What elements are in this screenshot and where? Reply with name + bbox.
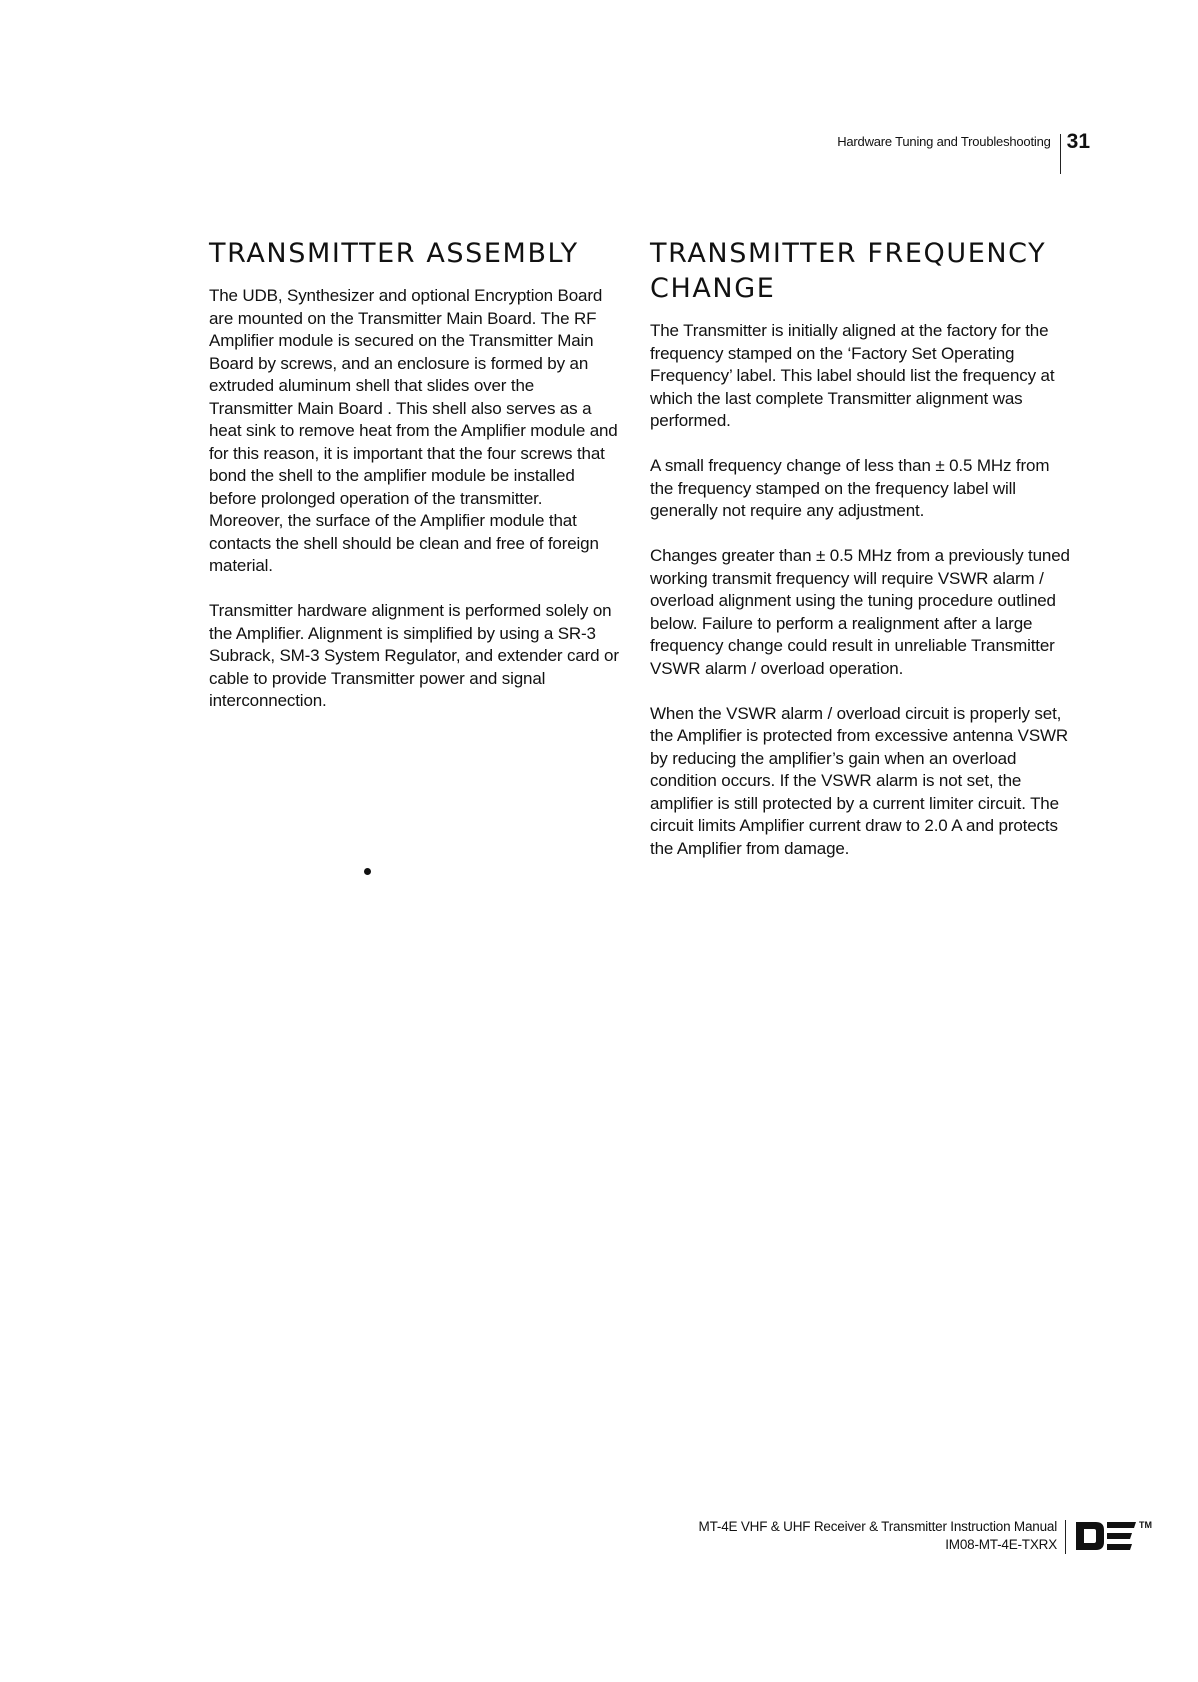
heading-line-2: CHANGE <box>650 273 776 304</box>
de-logo-icon <box>1074 1520 1138 1552</box>
right-column <box>650 236 1070 883</box>
page-number: 31 <box>1066 130 1090 153</box>
manual-title: MT-4E VHF & UHF Receiver & Transmitter Instruction Manual <box>698 1519 1057 1534</box>
trademark-symbol: TM <box>1139 1520 1152 1530</box>
document-code: IM08-MT-4E-TXRX <box>945 1537 1057 1552</box>
assembly-paragraph-1: The UDB, Synthesizer and optional Encryption Board are mounted on the Transmitter Main Board. The RF Amplifier module is secured on the Transmitter Main Board by screws, and an enclosure is formed by an extruded aluminum shell that slides over the Transmitter Main Board . This shell also serves as a heat sink to remove heat from the Amplifier module and for this reason, it is important that the four screws that bond the shell to the amplifier module be installed before prolonged operation of the transmitter. Moreover, the surface of the Amplifier module that contacts the shell should be clean and free of foreign material. <box>209 286 618 575</box>
transmitter-assembly-heading: TRANSMITTER ASSEMBLY <box>209 238 579 269</box>
header-section-title: Hardware Tuning and Troubleshooting <box>837 134 1051 149</box>
header-divider <box>1060 134 1061 174</box>
left-column <box>209 236 619 735</box>
company-logo <box>1074 1520 1152 1552</box>
footer-divider <box>1065 1520 1066 1554</box>
assembly-paragraph-2: Transmitter hardware alignment is performed solely on the Amplifier. Alignment is simplified by using a SR-3 Subrack, SM-3 System Regulator, and extender card or cable to provide Transmitter power and signal interconnection. <box>209 601 619 710</box>
heading-line-1: TRANSMITTER FREQUENCY <box>650 238 1047 269</box>
running-header <box>837 130 1090 174</box>
stray-dot <box>364 868 371 875</box>
frequency-change-heading <box>650 236 1070 306</box>
frequency-paragraph-3: Changes greater than ± 0.5 MHz from a previously tuned working transmit frequency will require VSWR alarm / overload alignment using the tuning procedure outlined below. Failure to perform a realignment after a large frequency change could result in unreliable Transmitter VSWR alarm / overload operation. <box>650 546 1070 678</box>
frequency-paragraph-1: The Transmitter is initially aligned at the factory for the frequency stamped on the ‘Factory Set Operating Frequency’ label. This label should list the frequency at which the last complete Transmitter alignment was performed. <box>650 321 1055 430</box>
page-footer <box>699 1518 1152 1554</box>
frequency-paragraph-2: A small frequency change of less than ± 0.5 MHz from the frequency stamped on the frequency label will generally not require any adjustment. <box>650 456 1050 520</box>
footer-text <box>699 1518 1057 1554</box>
frequency-paragraph-4: When the VSWR alarm / overload circuit is properly set, the Amplifier is protected from excessive antenna VSWR by reducing the amplifier’s gain when an overload condition occurs. If the VSWR alarm is not set, the amplifier is still protected by a current limiter circuit. The circuit limits Amplifier current draw to 2.0 A and protects the Amplifier from damage. <box>650 703 1069 858</box>
